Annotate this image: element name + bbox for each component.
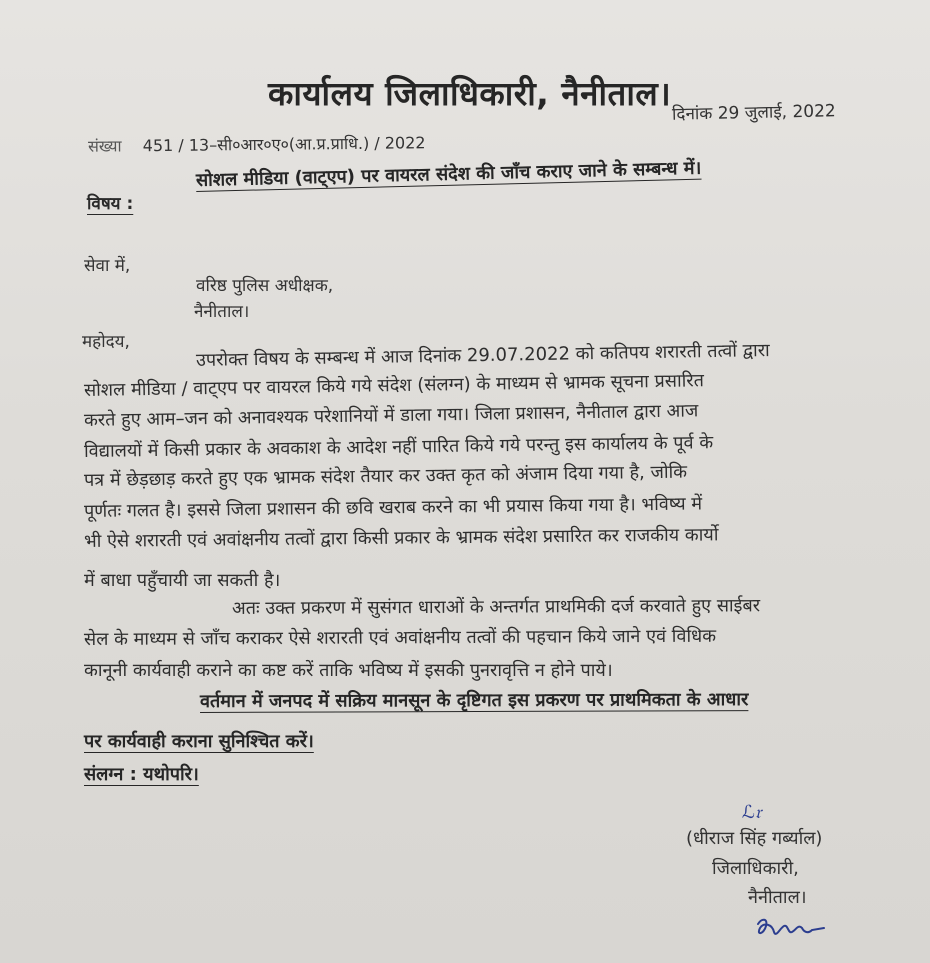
salutation: महोदय,	[82, 332, 130, 352]
handwritten-initials	[752, 914, 832, 948]
para1-line: भी ऐसे शरारती एवं अवांक्षनीय तत्वों द्वारा किसी प्रकार के भ्रामक संदेश प्रसारित कर राजकीय कार्यो	[83, 524, 719, 552]
enclosure-note: संलग्न : यथोपरि।	[84, 764, 199, 785]
office-title: कार्यालय जिलाधिकारी, नैनीताल।	[268, 74, 672, 113]
para2-line: अतः उक्त प्रकरण में सुसंगत धाराओं के अन्तर्गत प्राथमिकी दर्ज करवाते हुए साईबर	[231, 595, 761, 619]
reference-number: 451 / 13–सी०आर०ए०(आ.प्र.प्राधि.) / 2022	[142, 133, 426, 156]
para2-line: कानूनी कार्यवाही कराने का कष्ट करें ताकि भविष्य में इसकी पुनरावृत्ति न होने पाये।	[84, 660, 613, 681]
letter-date: दिनांक 29 जुलाई, 2022	[671, 101, 836, 125]
para1-line: करते हुए आम–जन को अनावश्यक परेशानियों में डाला गया। जिला प्रशासन, नैनीताल द्वारा आज	[83, 400, 699, 431]
subject-text: सोशल मीडिया (वाट्एप) पर वायरल संदेश की जाँच कराए जाने के सम्बन्ध में।	[195, 157, 702, 191]
signatory-place: नैनीताल।	[748, 887, 807, 908]
addressee-line-1: वरिष्ठ पुलिस अधीक्षक,	[196, 276, 334, 296]
reference-label: संख्या	[87, 136, 122, 156]
para1-line: पत्र में छेड़छाड़ करते हुए एक भ्रामक संदेश तैयार कर उक्त कृत को अंजाम दिया गया है, जोकि	[83, 461, 688, 491]
signature-mark: ℒ𝔯	[742, 802, 762, 823]
subject-label: विषय :	[87, 194, 134, 214]
para1-line: विद्यालयों में किसी प्रकार के अवकाश के आदेश नहीं पारित किये गये परन्तु इस कार्यालय के पूर्व के	[83, 432, 714, 462]
para1-line: उपरोक्त विषय के सम्बन्ध में आज दिनांक 29.07.2022 को कतिपय शरारती तत्वों द्वारा	[195, 339, 770, 371]
para1-line: में बाधा पहुँचायी जा सकती है।	[84, 570, 281, 591]
addressee-line-2: नैनीताल।	[194, 302, 250, 322]
to-label: सेवा में,	[84, 256, 131, 276]
signatory-designation: जिलाधिकारी,	[712, 858, 799, 879]
para2-line: सेल के माध्यम से जाँच कराकर ऐसे शरारती एवं अवांक्षनीय तत्वों की पहचान किये जाने एवं विधिक	[83, 625, 717, 650]
emphasis-line: पर कार्यवाही कराना सुनिश्चित करें।	[84, 731, 314, 752]
para1-line: पूर्णतः गलत है। इससे जिला प्रशासन की छवि खराब करने का भी प्रयास किया गया है। भविष्य में	[83, 493, 703, 522]
reference-number-line	[88, 131, 426, 157]
emphasis-line: वर्तमान में जनपद में सक्रिय मानसून के दृष्टिगत इस प्रकरण पर प्राथमिकता के आधार	[199, 689, 749, 712]
para1-line: सोशल मीडिया / वाट्एप पर वायरल किये गये संदेश (संलग्न) के माध्यम से भ्रामक सूचना प्रसारित	[83, 370, 705, 401]
signatory-name: (धीराज सिंह गर्ब्याल)	[686, 828, 823, 849]
